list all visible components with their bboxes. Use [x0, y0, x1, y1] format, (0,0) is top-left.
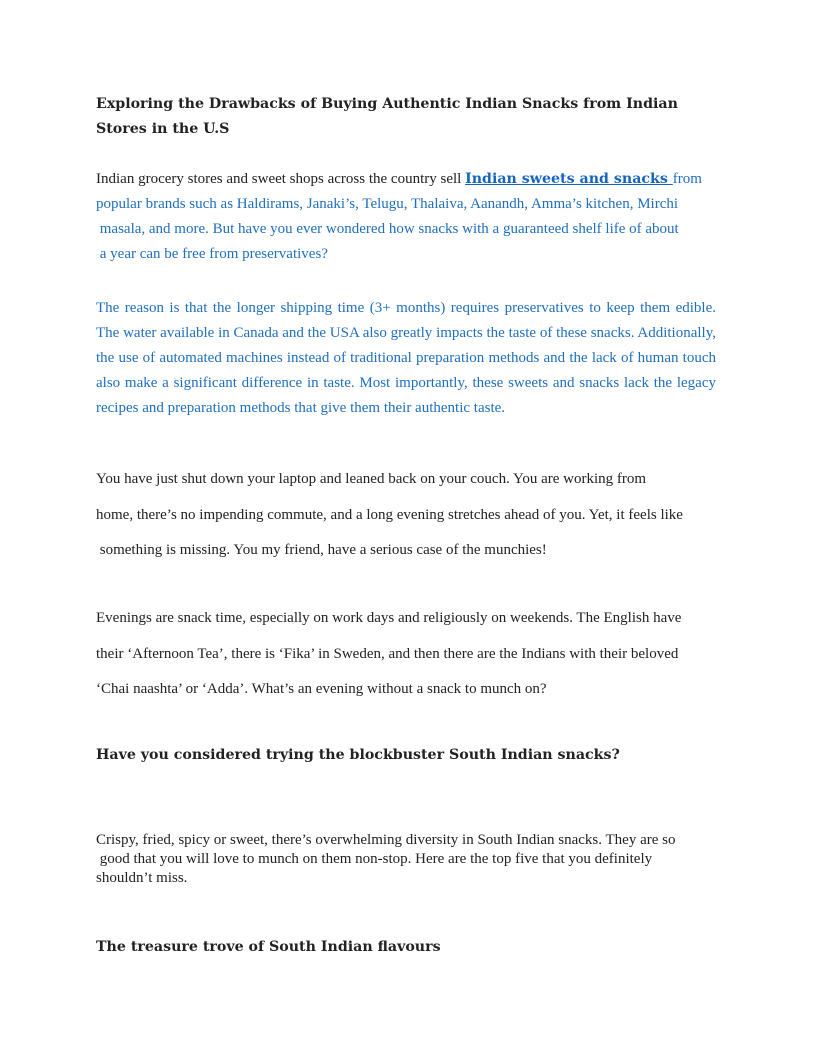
intro-line-1-tail: from — [672, 171, 702, 187]
evening-line-3: ‘Chai naashta’ or ‘Adda’. What’s an evening without a snack to munch on? — [96, 681, 547, 697]
intro-lead: Indian grocery stores and sweet shops across the country sell — [96, 171, 466, 187]
heading-south-indian: Have you considered trying the blockbuster South Indian snacks? — [96, 747, 620, 763]
page-title: Exploring the Drawbacks of Buying Authentic Indian Snacks from Indian Stores in the U.S — [96, 96, 678, 137]
evening-line-2: their ‘Afternoon Tea’, there is ‘Fika’ in Sweden, and then there are the Indians with their beloved — [96, 646, 679, 662]
reason-paragraph: The reason is that the longer shipping time (3+ months) requires preservatives to keep them edible. The water available in Canada and the USA also greatly impacts the taste of these snacks. Additionally, the use of automated machines instead of traditional preparation methods and the lack of human touch also make a significant difference in taste. Most importantly, these sweets and snacks lack the legacy recipes and preparation methods that give them their authentic taste. — [96, 300, 716, 416]
intro-line-2: popular brands such as Haldirams, Janaki’s, Telugu, Thalaiva, Aanandh, Amma’s kitchen, Mirchi — [96, 196, 679, 212]
crispy-line-3: shouldn’t miss. — [96, 870, 188, 886]
intro-line-1 — [96, 171, 702, 188]
heading-treasure: The treasure trove of South Indian flavours — [96, 939, 441, 955]
laptop-line-3: something is missing. You my friend, have a serious case of the munchies! — [96, 542, 547, 558]
indian-sweets-snacks-link[interactable]: Indian sweets and snacks — [465, 171, 673, 187]
intro-line-4: a year can be free from preservatives? — [96, 246, 328, 262]
laptop-line-1: You have just shut down your laptop and leaned back on your couch. You are working from — [96, 471, 647, 487]
crispy-line-2: good that you will love to munch on them non-stop. Here are the top five that you definitely — [96, 851, 653, 867]
crispy-line-1: Crispy, fried, spicy or sweet, there’s overwhelming diversity in South Indian snacks. They are so — [96, 832, 676, 848]
intro-line-3: masala, and more. But have you ever wondered how snacks with a guaranteed shelf life of about — [96, 221, 679, 237]
evening-line-1: Evenings are snack time, especially on work days and religiously on weekends. The English have — [96, 610, 682, 626]
laptop-line-2: home, there’s no impending commute, and a long evening stretches ahead of you. Yet, it feels like — [96, 507, 683, 523]
